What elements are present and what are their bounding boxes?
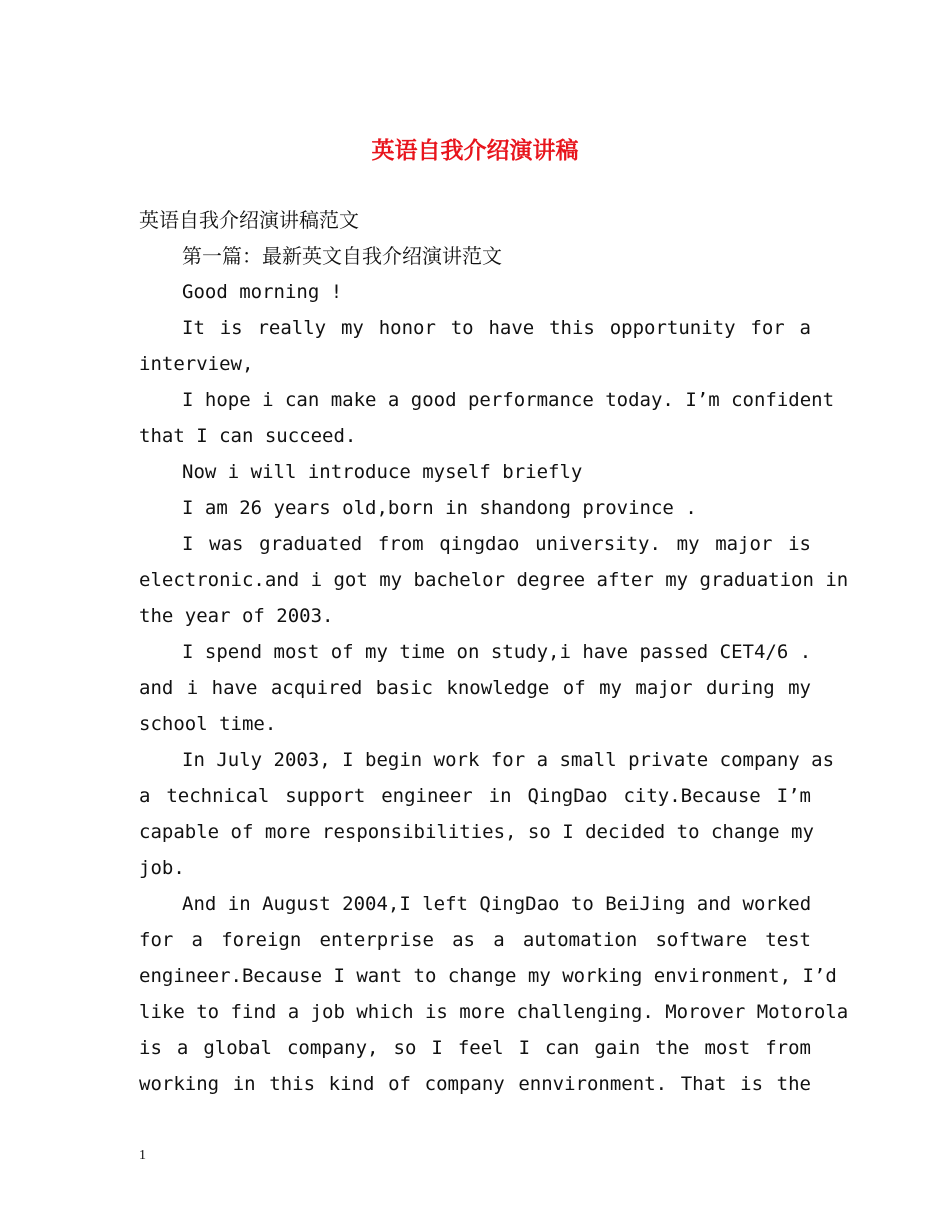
subtitle-line: 英语自我介绍演讲稿范文 xyxy=(139,208,359,232)
text-line: working in this kind of company ennvironment. That is the xyxy=(139,1073,811,1095)
text-line: I spend most of my time on study,i have passed CET4/6 . xyxy=(182,641,812,663)
text-line: electronic.and i got my bachelor degree after my graduation in xyxy=(139,569,849,591)
text-line: I am 26 years old,born in shandong province . xyxy=(182,497,697,519)
document-body xyxy=(139,202,849,1102)
page-number: 1 xyxy=(139,1148,146,1163)
text-line: school time. xyxy=(139,713,277,735)
text-line: I hope i can make a good performance today. I’m confident xyxy=(182,389,835,411)
text-line: the year of 2003. xyxy=(139,605,334,627)
section-heading: 第一篇：最新英文自我介绍演讲范文 xyxy=(182,244,502,268)
text-line: and i have acquired basic knowledge of my major during my xyxy=(139,677,811,699)
text-line: that I can succeed. xyxy=(139,425,357,447)
text-line: And in August 2004,I left QingDao to BeiJing and worked xyxy=(182,893,812,915)
text-line: job. xyxy=(139,857,185,879)
text-line: Now i will introduce myself briefly xyxy=(182,461,583,483)
text-line: like to find a job which is more challenging. Morover Motorola xyxy=(139,1001,849,1023)
text-line: engineer.Because I want to change my working environment, I’d xyxy=(139,965,837,987)
text-line: I was graduated from qingdao university. my major is xyxy=(182,533,811,555)
text-line: a technical support engineer in QingDao city.Because I’m xyxy=(139,785,811,807)
text-line: capable of more responsibilities, so I decided to change my xyxy=(139,821,814,843)
text-line: Good morning ! xyxy=(182,281,343,303)
text-line: It is really my honor to have this opportunity for a xyxy=(182,317,811,339)
document-title: 英语自我介绍演讲稿 xyxy=(371,137,579,164)
text-line: for a foreign enterprise as a automation software test xyxy=(139,929,811,951)
text-line: is a global company, so I feel I can gain the most from xyxy=(139,1037,811,1059)
text-line: In July 2003, I begin work for a small private company as xyxy=(182,749,835,771)
text-line: interview, xyxy=(139,353,254,375)
